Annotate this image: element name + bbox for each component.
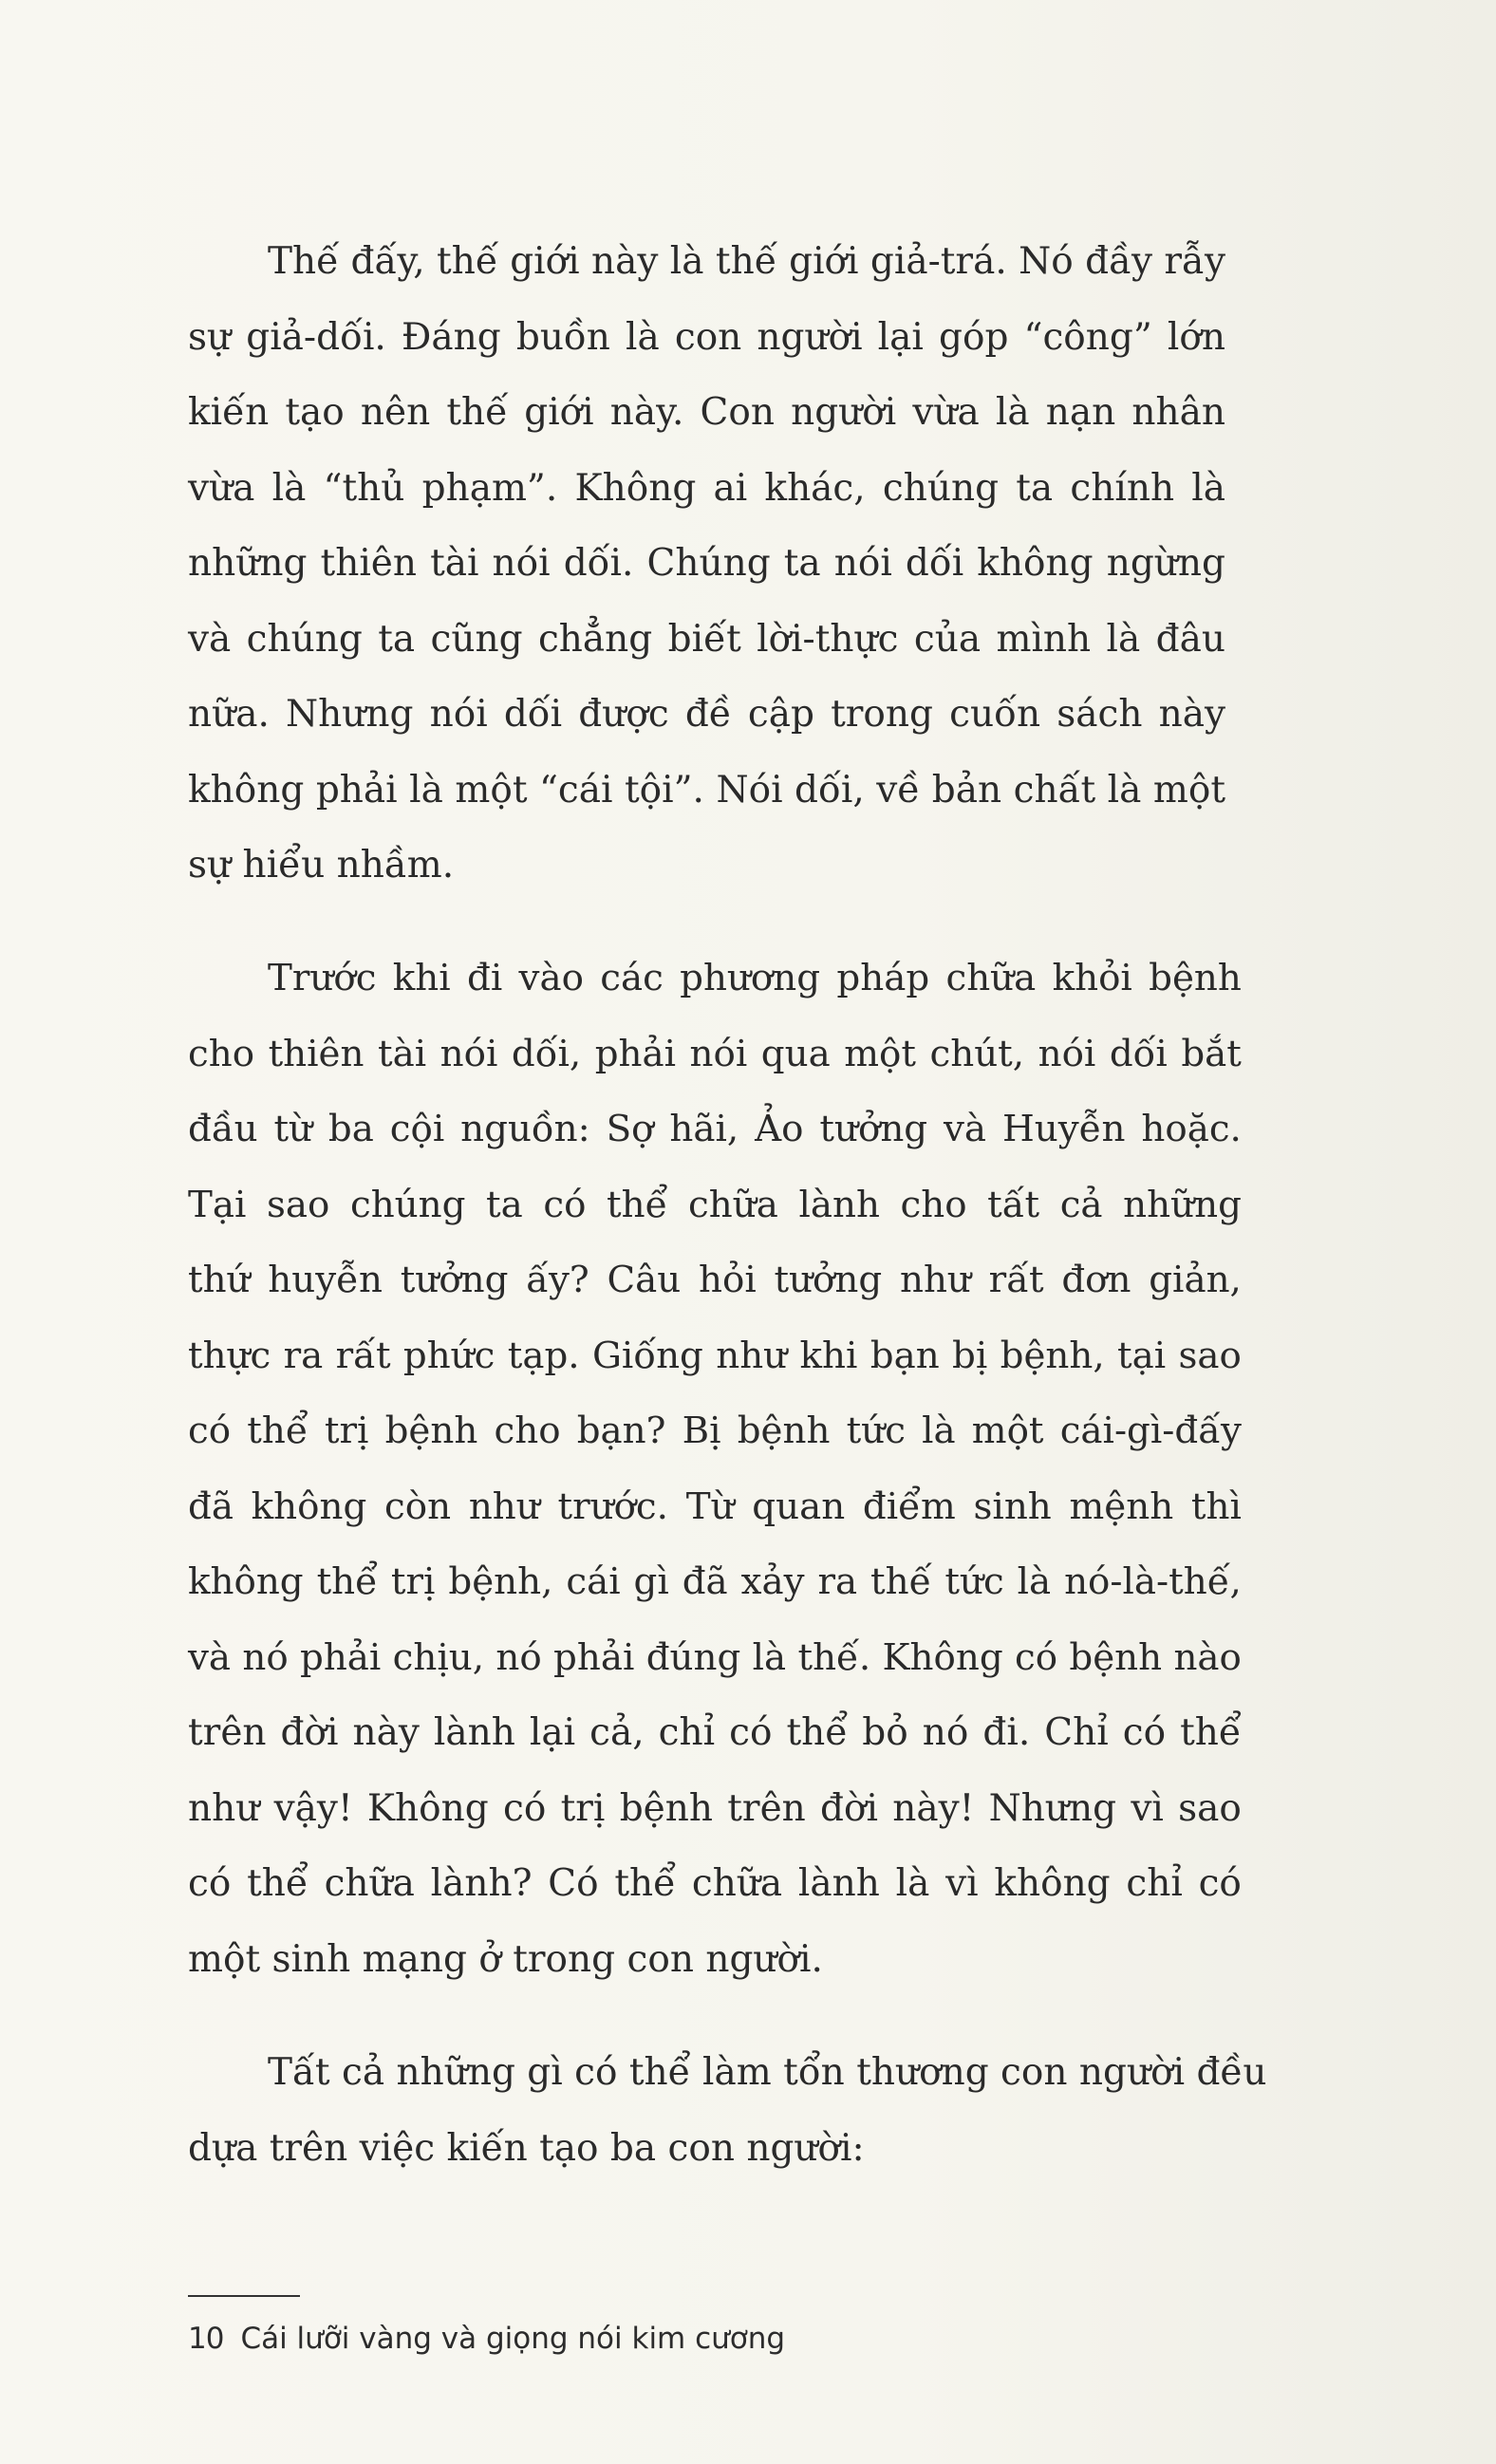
text-line: như vậy! Không có trị bệnh trên đời này! Nhưng vì sao [188,1786,1242,1830]
page-number: 10 [188,2322,224,2356]
text-line: Thế đấy, thế giới này là thế giới giả-trá. Nó đầy rẫy [268,240,1225,283]
text-line: nữa. Nhưng nói dối được đề cập trong cuốn sách này [188,693,1225,736]
text-line: thứ huyễn tưởng ấy? Câu hỏi tưởng như rất đơn giản, [188,1259,1242,1301]
running-title: Cái lưỡi vàng và giọng nói kim cương [240,2322,786,2356]
text-line: không phải là một “cái tội”. Nói dối, về bản chất là một [188,768,1225,812]
paragraph-3 [188,2035,1267,2186]
text-line: sự giả-dối. Đáng buồn là con người lại góp “công” lớn [188,315,1225,359]
text-line: cho thiên tài nói dối, phải nói qua một chút, nói dối bắt [188,1032,1242,1075]
paragraph-2 [188,941,1242,1997]
text-line: và chúng ta cũng chẳng biết lời-thực của mình là đâu [188,617,1225,661]
text-line: không thể trị bệnh, cái gì đã xảy ra thế tức là nó-là-thế, [188,1560,1242,1603]
text-line: sự hiểu nhầm. [188,844,455,887]
text-line: có thể trị bệnh cho bạn? Bị bệnh tức là một cái-gì-đấy [188,1409,1242,1452]
text-line: Tại sao chúng ta có thể chữa lành cho tất cả những [188,1183,1242,1226]
text-line: những thiên tài nói dối. Chúng ta nói dối không ngừng [188,542,1225,585]
page-footer [188,2322,785,2356]
text-line: và nó phải chịu, nó phải đúng là thế. Không có bệnh nào [188,1635,1242,1679]
paragraph-1 [188,224,1225,904]
text-line: kiến tạo nên thế giới này. Con người vừa là nạn nhân [188,391,1225,434]
text-line: Tất cả những gì có thể làm tổn thương con người đều [268,2051,1267,2094]
text-line: đầu từ ba cội nguồn: Sợ hãi, Ảo tưởng và Huyễn hoặc. [188,1108,1242,1150]
text-line: có thể chữa lành? Có thể chữa lành là vì không chỉ có [188,1862,1242,1905]
text-line: dựa trên việc kiến tạo ba con người: [188,2126,865,2170]
text-line: thực ra rất phức tạp. Giống như khi bạn bị bệnh, tại sao [188,1334,1242,1377]
text-line: vừa là “thủ phạm”. Không ai khác, chúng ta chính là [188,466,1225,510]
text-line: trên đời này lành lại cả, chỉ có thể bỏ nó đi. Chỉ có thể [188,1711,1242,1754]
text-line: một sinh mạng ở trong con người. [188,1937,823,1981]
text-line: đã không còn như trước. Từ quan điểm sinh mệnh thì [188,1484,1242,1528]
text-line: Trước khi đi vào các phương pháp chữa khỏi bệnh [268,957,1242,999]
footer-rule [188,2295,300,2297]
